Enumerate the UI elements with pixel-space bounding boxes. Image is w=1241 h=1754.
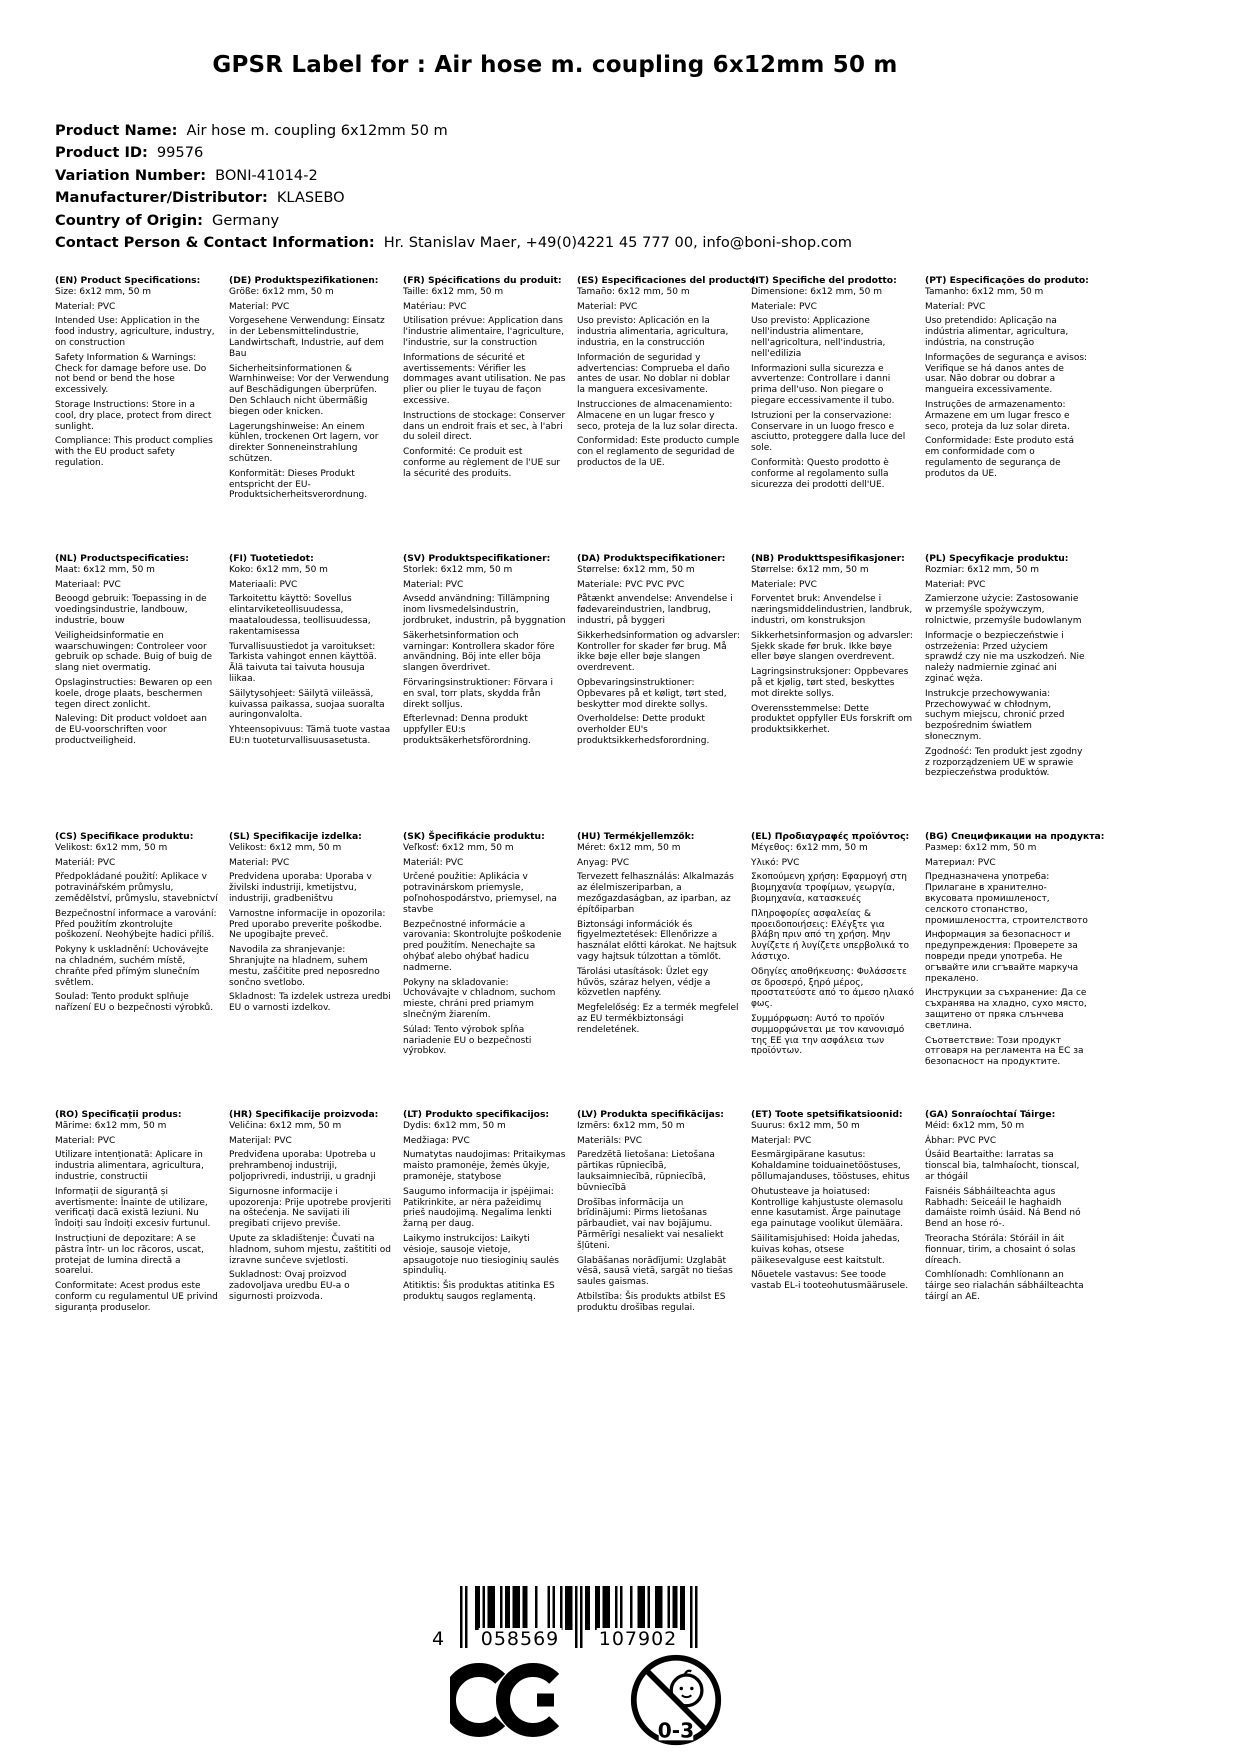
spec-paragraph: Turvallisuustiedot ja varoitukset: Tarkista vahingot ennen käyttöä. Älä taivuta tai taivuta housuja liikaa. [229,641,377,684]
product-info-value: BONI-41014-2 [215,166,318,184]
spec-paragraph: Tamaño: 6x12 mm, 50 m [577,286,690,297]
spec-paragraph: Tamanho: 6x12 mm, 50 m [925,286,1044,297]
spec-paragraph: Μέγεθος: 6x12 mm, 50 m [751,842,868,853]
language-heading: (NB) Produkttspesifikasjoner: [751,553,905,564]
spec-paragraph: Veľkosť: 6x12 mm, 50 m [403,842,514,853]
language-heading: (IT) Specifiche del prodotto: [751,275,897,286]
spec-paragraph: Bezpečnostné informácie a varovania: Skontrolujte poškodenie pred použitím. Nenechajte sa ohýbať alebo ohýbať hadicu nadmerne. [403,919,562,973]
language-block-nl [55,554,218,751]
ce-mark-icon [450,1660,562,1744]
spec-paragraph: Materiāls: PVC [577,1135,643,1146]
spec-paragraph: Pokyny k uskladnění: Uchovávejte na chladném, suchém místě, chraňte před přímým slunečním světlem. [55,945,209,988]
spec-paragraph: Overholdelse: Dette produkt overholder EU's produktsikkerhedsforordning. [577,714,710,746]
product-info-label: Product ID: [55,144,148,162]
spec-paragraph: Størrelse: 6x12 mm, 50 m [751,564,869,575]
spec-paragraph: Nõuetele vastavus: See toode vastab EL-i tooteohutusmäärusele. [751,1270,909,1292]
language-block-sk [403,832,566,1061]
spec-paragraph: Instrucciones de almacenamiento: Almacene en un lugar fresco y seco, proteja de la luz solar directa. [577,399,738,432]
spec-paragraph: Anyag: PVC [577,857,630,868]
spec-paragraph: Drošības informācija un brīdinājumi: Pirms lietošanas pārbaudiet, vai nav bojājumu. Pārmērīgi nesaliekt vai nesaliekt šļūteni. [577,1197,724,1251]
spec-paragraph: Koko: 6x12 mm, 50 m [229,564,328,575]
spec-paragraph: Materiál: PVC [403,857,464,868]
spec-paragraph: Taille: 6x12 mm, 50 m [403,286,504,297]
language-block-bg [925,831,1105,1072]
language-block-sv [403,554,566,751]
language-block-en [55,276,218,473]
spec-paragraph: Förvaringsinstruktioner: Förvara i en sval, torr plats, skydda från direkt solljus. [403,677,553,710]
spec-paragraph: Material: PVC [403,579,464,590]
spec-paragraph: Skladnost: Ta izdelek ustreza uredbi EU o varnosti izdelkov. [229,992,391,1014]
spec-paragraph: Určené použitie: Aplikácia v potravinárskom priemysle, poľnohospodárstvo, priemysel, na stavbe [403,872,557,915]
spec-paragraph: Informații de siguranță și avertismente: Înainte de utilizare, verificați dacă există leziuni. Nu îndoiți sau îndoiți excesiv furtunul. [55,1186,211,1230]
spec-paragraph: Material: PVC [577,301,638,312]
product-info-value: KLASEBO [276,189,345,207]
spec-paragraph: Predvidena uporaba: Uporaba v živilski industriji, kmetijstvu, industriji, gradbeništvu [229,872,372,904]
language-block-it [751,276,914,494]
product-info-label: Variation Number: [55,166,207,184]
spec-paragraph: Informações de segurança e avisos: Verifique se há danos antes de usar. Não dobrar ou dobrar a mangueira excessivamente. [925,352,1088,396]
language-heading: (PT) Especificações do produto: [925,275,1089,286]
spec-paragraph: Materjal: PVC [751,1135,812,1146]
spec-paragraph: Conformité: Ce produit est conforme au règlement de l'UE sur la sécurité des produits. [403,447,561,479]
spec-paragraph: Úsáid Beartaithe: Iarratas sa tionscal bia, talmhaíocht, tionscal, ar thógáil [925,1150,1080,1182]
spec-paragraph: Storlek: 6x12 mm, 50 m [403,564,513,575]
language-heading: (GA) Sonraíochtaí Táirge: [925,1109,1056,1120]
spec-paragraph: Yhteensopivuus: Tämä tuote vastaa EU:n tuoteturvallisuusasetusta. [229,725,391,746]
language-heading: (ES) Especificaciones del producto: [577,275,759,286]
language-block-fi [229,554,392,751]
spec-paragraph: Tárolási utasítások: Üzlet egy hűvös, száraz helyen, védje a közvetlen napfény. [577,966,711,999]
spec-paragraph: Avsedd användning: Tillämpning inom livsmedelsindustrin, jordbruket, industrin, på byggnation [403,594,566,626]
language-heading: (FI) Tuotetiedot: [229,553,314,564]
spec-paragraph: Faisnéis Sábháilteachta agus Rabhadh: Seiceáil le haghaidh damáiste roimh úsáid. Ná Bend nó Bend an hose ró-. [925,1186,1081,1230]
spec-paragraph: Opbevaringsinstruktioner: Opbevares på et køligt, tørt sted, beskytter mod direkte sollys. [577,677,727,710]
spec-paragraph: Méid: 6x12 mm, 50 m [925,1120,1025,1131]
spec-paragraph: Съответствие: Този продукт отговаря на регламента на ЕС за безопасност на продуктите. [925,1035,1084,1068]
spec-paragraph: Informations de sécurité et avertissements: Vérifier les dommages avant utilisation. Ne pas plier ou plier le tuyau de façon excessive. [403,352,566,406]
spec-paragraph: Atbilstība: Šis produkts atbilst ES produktu drošības regulai. [577,1291,726,1313]
spec-paragraph: Velikost: 6x12 mm, 50 m [229,842,342,853]
language-heading: (BG) Спецификации на продукта: [925,831,1105,842]
product-info-value: Germany [212,211,280,229]
spec-paragraph: Материал: PVC [925,857,996,868]
spec-paragraph: Conformitate: Acest produs este conform cu regulamentul UE privind siguranța produselor. [55,1281,218,1313]
spec-paragraph: Material: PVC [55,301,116,312]
spec-paragraph: Konformität: Dieses Produkt entspricht der EU-Produktsicherheitsverordnung. [229,468,368,501]
spec-paragraph: Saugumo informacija ir įspėjimai: Patikrinkite, ar nėra pažeidimų prieš naudojimą. Negalima lenkti žarną per daug. [403,1186,554,1230]
spec-paragraph: Megfelelőség: Ez a termék megfelel az EU termékbiztonsági rendeletének. [577,1003,739,1035]
language-block-es [577,275,759,473]
spec-paragraph: Συμμόρφωση: Αυτό το προϊόν συμμορφώνεται με τον κανονισμό της ΕΕ για την ασφάλεια των προϊόντων. [751,1013,905,1057]
spec-paragraph: Ohutusteave ja hoiatused: Kontrollige kahjustuste olemasolu enne kasutamist. Ärge painutage ega painutage voolikut ülemäära. [751,1186,904,1230]
spec-paragraph: Materiaal: PVC [55,579,121,590]
spec-paragraph: Velikost: 6x12 mm, 50 m [55,842,168,853]
barcode [432,1586,732,1656]
spec-paragraph: Size: 6x12 mm, 50 m [55,286,152,297]
spec-paragraph: Instrukcje przechowywania: Przechowywać w chłodnym, suchym miejscu, chronić przed bezpośrednim światłem słonecznym. [925,688,1065,742]
spec-paragraph: Informazioni sulla sicurezza e avvertenze: Controllare i danni prima dell'uso. Non piegare o piegare eccessivamente il tubo. [751,363,895,406]
spec-paragraph: Tarkoitettu käyttö: Sovellus elintarviketeollisuudessa, maataloudessa, teollisuudessa, rakentamisessa [229,594,371,637]
spec-paragraph: Påtænkt anvendelse: Anvendelse i fødevareindustrien, landbrug, industri, på byggeri [577,594,733,626]
spec-paragraph: Предназначена употреба: Прилагане в хранително-вкусовата промишленост, селското стопанство, промишлеността, строителството [925,872,1088,926]
spec-paragraph: Súlad: Tento výrobok spĺňa nariadenie EU o bezpečnosti výrobkov. [403,1024,532,1057]
spec-paragraph: Conformità: Questo prodotto è conforme al regolamento sulla sicurezza dei prodotti dell'UE. [751,457,889,490]
language-heading: (CS) Specifikace produktu: [55,831,194,842]
spec-paragraph: Naleving: Dit product voldoet aan de EU-voorschriften voor productveiligheid. [55,714,207,746]
spec-paragraph: Forventet bruk: Anvendelse i næringsmiddelindustrien, landbruk, industri, om konstruksjon [751,594,913,626]
spec-paragraph: Säilitamisjuhised: Hoida jahedas, kuivas kohas, otsese päikesevalguse eest kaitstult. [751,1233,900,1266]
spec-paragraph: Overensstemmelse: Dette produktet oppfyller EUs forskrift om produktsikkerhet. [751,703,913,736]
spec-paragraph: Materiál: PVC [55,857,116,868]
spec-paragraph: Σκοπούμενη χρήση: Εφαρμογή στη βιομηχανία τροφίμων, γεωργία, βιομηχανία, κατασκευές [751,872,907,904]
spec-paragraph: Atitiktis: Šis produktas atitinka ES produktų saugos reglamentą. [403,1281,555,1302]
spec-paragraph: Informacje o bezpieczeństwie i ostrzeżenia: Przed użyciem sprawdź czy nie ma uszkodzeń. Nie należy nadmiernie zginać ani zginać węża. [925,630,1085,684]
language-grid [55,276,1165,1388]
product-info-row [55,210,1155,232]
spec-paragraph: Soulad: Tento produkt splňuje nařízení EU o bezpečnosti výrobků. [55,992,214,1014]
spec-paragraph: Información de seguridad y advertencias: Comprueba el daño antes de usar. No doblar ni doblar la manguera excesivamente. [577,352,730,396]
product-info-label: Contact Person & Contact Information: [55,234,375,252]
spec-paragraph: Upute za skladištenje: Čuvati na hladnom, suhom mjestu, zaštititi od izravne sunčeve svjetlosti. [229,1233,391,1266]
language-block-sl [229,832,392,1018]
spec-paragraph: Conformidade: Este produto está em conformidade com o regulamento de segurança de produtos da UE. [925,436,1074,479]
spec-paragraph: Uso previsto: Aplicación en la industria alimentaria, agricultura, industria, en la construcción [577,316,729,348]
spec-paragraph: Materiale: PVC [751,301,817,312]
spec-paragraph: Sikkerhedsinformation og advarsler: Kontroller for skader før brug. Må ikke bøje eller bøje slangen overdrevent. [577,630,740,674]
spec-paragraph: Sicherheitsinformationen & Warnhinweise: Vor der Verwendung auf Beschädigungen überprüfen. Den Schlauch nicht übermäßig biegen oder knicken. [229,363,389,417]
spec-paragraph: Lagerungshinweise: An einem kühlen, trockenen Ort lagern, vor direkter Sonneneinstrahlung schützen. [229,421,379,464]
spec-paragraph: Lagringsinstruksjoner: Oppbevares på et kjølig, tørt sted, beskyttes mot direkte sollys. [751,667,909,699]
language-block-da [577,554,740,751]
spec-paragraph: Material: PVC [55,1135,116,1146]
product-info-row [55,142,1155,164]
spec-paragraph: Størrelse: 6x12 mm, 50 m [577,564,695,575]
spec-paragraph: Vorgesehene Verwendung: Einsatz in der Lebensmittelindustrie, Landwirtschaft, Industrie, auf dem Bau [229,316,385,359]
spec-paragraph: Rozmiar: 6x12 mm, 50 m [925,564,1039,575]
language-heading: (EL) Προδιαγραφές προϊόντος: [751,831,910,842]
spec-paragraph: Varnostne informacije in opozorila: Pred uporabo preverite poškodbe. Ne upogibajte preveč. [229,908,386,941]
barcode-right-digits: 107902 [598,1628,678,1650]
language-heading: (HU) Termékjellemzők: [577,831,695,842]
language-heading: (EN) Product Specifications: [55,275,201,286]
spec-paragraph: Veiligheidsinformatie en waarschuwingen: Controleer voor gebruik op schade. Buig of buig de slang niet overmatig. [55,630,213,674]
spec-paragraph: Predviđena uporaba: Upotreba u prehrambenoj industriji, poljoprivredi, industriji, u gradnji [229,1150,376,1182]
product-info-label: Product Name: [55,122,178,139]
product-info-value: Air hose m. coupling 6x12mm 50 m [186,122,448,139]
spec-paragraph: Materiał: PVC [925,579,986,590]
spec-paragraph: Mărime: 6x12 mm, 50 m [55,1120,167,1131]
product-info-row [55,165,1155,187]
spec-paragraph: Информация за безопасност и предупреждения: Проверете за повреди преди употреба. Не огъвайте или сгъвайте маркуча прекалено. [925,930,1079,984]
language-heading: (PL) Specyfikacje produktu: [925,553,1069,564]
spec-paragraph: Méret: 6x12 mm, 50 m [577,842,681,853]
language-heading: (NL) Productspecificaties: [55,553,189,564]
product-info-label: Manufacturer/Distributor: [55,189,268,207]
spec-paragraph: Utilisation prévue: Application dans l'industrie alimentaire, l'agriculture, l'industrie, sur la construction [403,316,564,348]
spec-paragraph: Conformidad: Este producto cumple con el reglamento de seguridad de productos de la UE. [577,436,740,468]
product-info-row [55,120,1155,142]
spec-paragraph: Sukladnost: Ovaj proizvod zadovoljava uredbu EU-a o sigurnosti proizvoda. [229,1270,350,1302]
spec-paragraph: Předpokládané použití: Aplikace v potravinářském průmyslu, zemědělství, průmyslu, stavebnictví [55,872,218,904]
language-block-el [751,832,914,1061]
spec-paragraph: Säilytysohjeet: Säilytä viileässä, kuivassa paikassa, suojaa suoralta auringonvalolta. [229,688,385,721]
spec-paragraph: Material: PVC [229,301,290,312]
spec-paragraph: Matériau: PVC [403,301,467,312]
spec-paragraph: Safety Information & Warnings: Check for damage before use. Do not bend or bend the hose excessively. [55,352,207,396]
spec-paragraph: Размер: 6x12 mm, 50 m [925,842,1037,853]
language-heading: (DA) Produktspecifikationer: [577,553,726,564]
language-block-lv [577,1110,740,1318]
spec-paragraph: Zgodność: Ten produkt jest zgodny z rozporządzeniem UE w sprawie bezpieczeństwa produktów. [925,746,1083,779]
spec-paragraph: Pokyny na skladovanie: Uchovávajte v chladnom, suchom mieste, chráni pred priamym slnečným žiarením. [403,977,556,1020]
language-heading: (RO) Specificații produs: [55,1109,182,1120]
spec-paragraph: Οδηγίες αποθήκευσης: Φυλάσσετε σε δροσερό, ξηρό μέρος, προστατεύστε από το άμεσο ηλιακό φως. [751,966,914,1010]
spec-paragraph: Medžiaga: PVC [403,1135,470,1146]
spec-paragraph: Laikymo instrukcijos: Laikyti vėsioje, sausoje vietoje, apsaugotoje nuo tiesioginių saulės spindulių. [403,1233,559,1277]
spec-paragraph: Uso pretendido: Aplicação na indústria alimentar, agricultura, indústria, na construção [925,316,1069,348]
spec-paragraph: Ábhar: PVC PVC [925,1135,997,1146]
product-info-value: 99576 [156,144,204,162]
spec-paragraph: Izmērs: 6x12 mm, 50 m [577,1120,685,1131]
spec-paragraph: Instrucțiuni de depozitare: A se păstra într- un loc răcoros, uscat, protejat de lumina directă a soarelui. [55,1233,204,1277]
spec-paragraph: Utilizare intenționată: Aplicare in industria alimentara, agricultura, industrie, constructii [55,1150,204,1182]
spec-paragraph: Comhlíonadh: Comhlíonann an táirge seo rialachán sábháilteachta táirgí an AE. [925,1270,1084,1302]
spec-paragraph: Beoogd gebruik: Toepassing in de voedingsindustrie, landbouw, industrie, bouw [55,594,207,626]
spec-paragraph: Πληροφορίες ασφαλείας & προειδοποιήσεις: Ελέγξτε για βλάβη πριν από τη χρήση. Μην λυγίζετε ή λυγίζετε υπερβολικά το λάστιχο. [751,908,910,962]
spec-paragraph: Инструкции за съхранение: Да се съхранява на хладно, сухо място, защитено от пряка слънчева светлина. [925,988,1087,1031]
age-warning-label: 0-3 [657,1718,695,1743]
spec-paragraph: Suurus: 6x12 mm, 50 m [751,1120,860,1131]
spec-paragraph: Materijal: PVC [229,1135,292,1146]
spec-paragraph: Dimensione: 6x12 mm, 50 m [751,286,882,297]
language-block-fr [403,276,566,484]
spec-paragraph: Materiaali: PVC [229,579,298,590]
spec-paragraph: Veličina: 6x12 mm, 50 m [229,1120,342,1131]
spec-paragraph: Paredzētā lietošana: Lietošana pārtikas rūpniecībā, lauksaimniecībā, rūpniecībā, būvniecībā [577,1150,715,1193]
spec-paragraph: Treoracha Stórála: Stóráil in áit fionnuar, tirim, a chosaint ó solas díreach. [925,1233,1076,1266]
spec-paragraph: Material: PVC [925,301,986,312]
spec-paragraph: Efterlevnad: Denna produkt uppfyller EU:s produktsäkerhetsförordning. [403,714,531,746]
spec-paragraph: Tervezett felhasználás: Alkalmazás az élelmiszeriparban, a mezőgazdaságban, az iparban, az építőiparban [577,872,734,915]
product-info-row [55,232,1155,254]
language-heading: (HR) Specifikacije proizvoda: [229,1109,379,1120]
spec-paragraph: Storage Instructions: Store in a cool, dry place, protect from direct sunlight. [55,399,212,432]
language-block-ga [925,1110,1088,1307]
spec-paragraph: Numatytas naudojimas: Pritaikymas maisto pramonėje, žemės ūkyje, pramonėje, statybose [403,1150,566,1182]
spec-paragraph: Sikkerhetsinformasjon og advarsler: Sjekk skade før bruk. Ikke bøye eller bøye slangen overdrevent. [751,630,913,663]
spec-paragraph: Dydis: 6x12 mm, 50 m [403,1120,506,1131]
language-block-cs [55,832,218,1018]
language-heading: (FR) Spécifications du produit: [403,275,562,286]
spec-paragraph: Uso previsto: Applicazione nell'industria alimentare, nell'agricoltura, nell'industria, nell'edilizia [751,316,886,359]
barcode-lead-digit: 4 [432,1628,446,1650]
spec-paragraph: Maat: 6x12 mm, 50 m [55,564,155,575]
spec-paragraph: Säkerhetsinformation och varningar: Kontrollera skador före användning. Böj inte eller böja slangen överdrivet. [403,630,555,674]
spec-paragraph: Materiale: PVC [751,579,817,590]
language-block-pl [925,554,1088,783]
language-block-nb [751,554,914,740]
product-info [55,120,1155,254]
spec-paragraph: Navodila za shranjevanje: Shranjujte na hladnem, suhem mestu, zaščitite pred neposredno sončno svetlobo. [229,945,380,988]
language-block-de [229,276,392,505]
spec-paragraph: Zamierzone użycie: Zastosowanie w przemyśle spożywczym, rolnictwie, przemyśle budowlanym [925,594,1082,626]
spec-paragraph: Sigurnosne informacije i upozorenja: Prije upotrebe provjeriti na oštećenja. Ne savijati ili pregibati crijevo previše. [229,1186,392,1230]
language-block-pt [925,276,1088,484]
product-info-value: Hr. Stanislav Maer, +49(0)4221 45 777 00, info@boni-shop.com [383,234,852,252]
language-heading: (LT) Produkto specifikacijos: [403,1109,550,1120]
language-heading: (SK) Špecifikácie produktu: [403,831,545,842]
language-heading: (SL) Specifikacije izdelka: [229,831,362,842]
spec-paragraph: Glabāšanas norādījumi: Uzglabāt vēsā, sausā vietā, sargāt no tiešas saules gaismas. [577,1255,733,1288]
spec-paragraph: Größe: 6x12 mm, 50 m [229,286,334,297]
language-heading: (ET) Toote spetsifikatsioonid: [751,1109,903,1120]
language-block-hr [229,1110,392,1307]
language-block-et [751,1110,914,1296]
product-info-label: Country of Origin: [55,211,204,229]
spec-paragraph: Eesmärgipärane kasutus: Kohaldamine toiduainetööstuses, põllumajanduses, tööstuses, ehitus [751,1150,910,1182]
language-heading: (SV) Produktspecifikationer: [403,553,551,564]
spec-paragraph: Biztonsági információk és figyelmeztetések: Ellenőrizze a használat előtti károkat. Ne hajtsuk vagy hajtsuk túlzottan a tömlőt. [577,919,737,962]
product-info-row [55,187,1155,209]
spec-paragraph: Intended Use: Application in the food industry, agriculture, industry, on construction [55,316,215,348]
language-heading: (DE) Produktspezifikationen: [229,275,379,286]
spec-paragraph: Instructions de stockage: Conserver dans un endroit frais et sec, à l'abri du soleil direct. [403,410,566,443]
page-title: GPSR Label for : Air hose m. coupling 6x12mm 50 m [212,52,898,78]
spec-paragraph: Bezpečnostní informace a varování: Před použitím zkontrolujte poškození. Neohýbejte hadici příliš. [55,908,217,941]
language-block-hu [577,832,740,1040]
language-block-ro [55,1110,218,1318]
spec-paragraph: Material: PVC [229,857,290,868]
spec-paragraph: Materiale: PVC PVC PVC [577,579,685,590]
spec-paragraph: Istruzioni per la conservazione: Conservare in un luogo fresco e asciutto, proteggere dalla luce del sole. [751,410,906,454]
language-block-lt [403,1110,566,1307]
language-heading: (LV) Produkta specifikācijas: [577,1109,724,1120]
spec-paragraph: Υλικό: PVC [751,857,800,868]
spec-paragraph: Instruções de armazenamento: Armazene em um lugar fresco e seco, proteja da luz solar direta. [925,399,1070,432]
age-warning-0-3-icon [628,1652,724,1752]
spec-paragraph: Opslaginstructies: Bewaren op een koele, droge plaats, beschermen tegen direct zonlicht. [55,677,213,710]
spec-paragraph: Compliance: This product complies with the EU product safety regulation. [55,436,213,468]
barcode-left-digits: 058569 [480,1628,560,1650]
